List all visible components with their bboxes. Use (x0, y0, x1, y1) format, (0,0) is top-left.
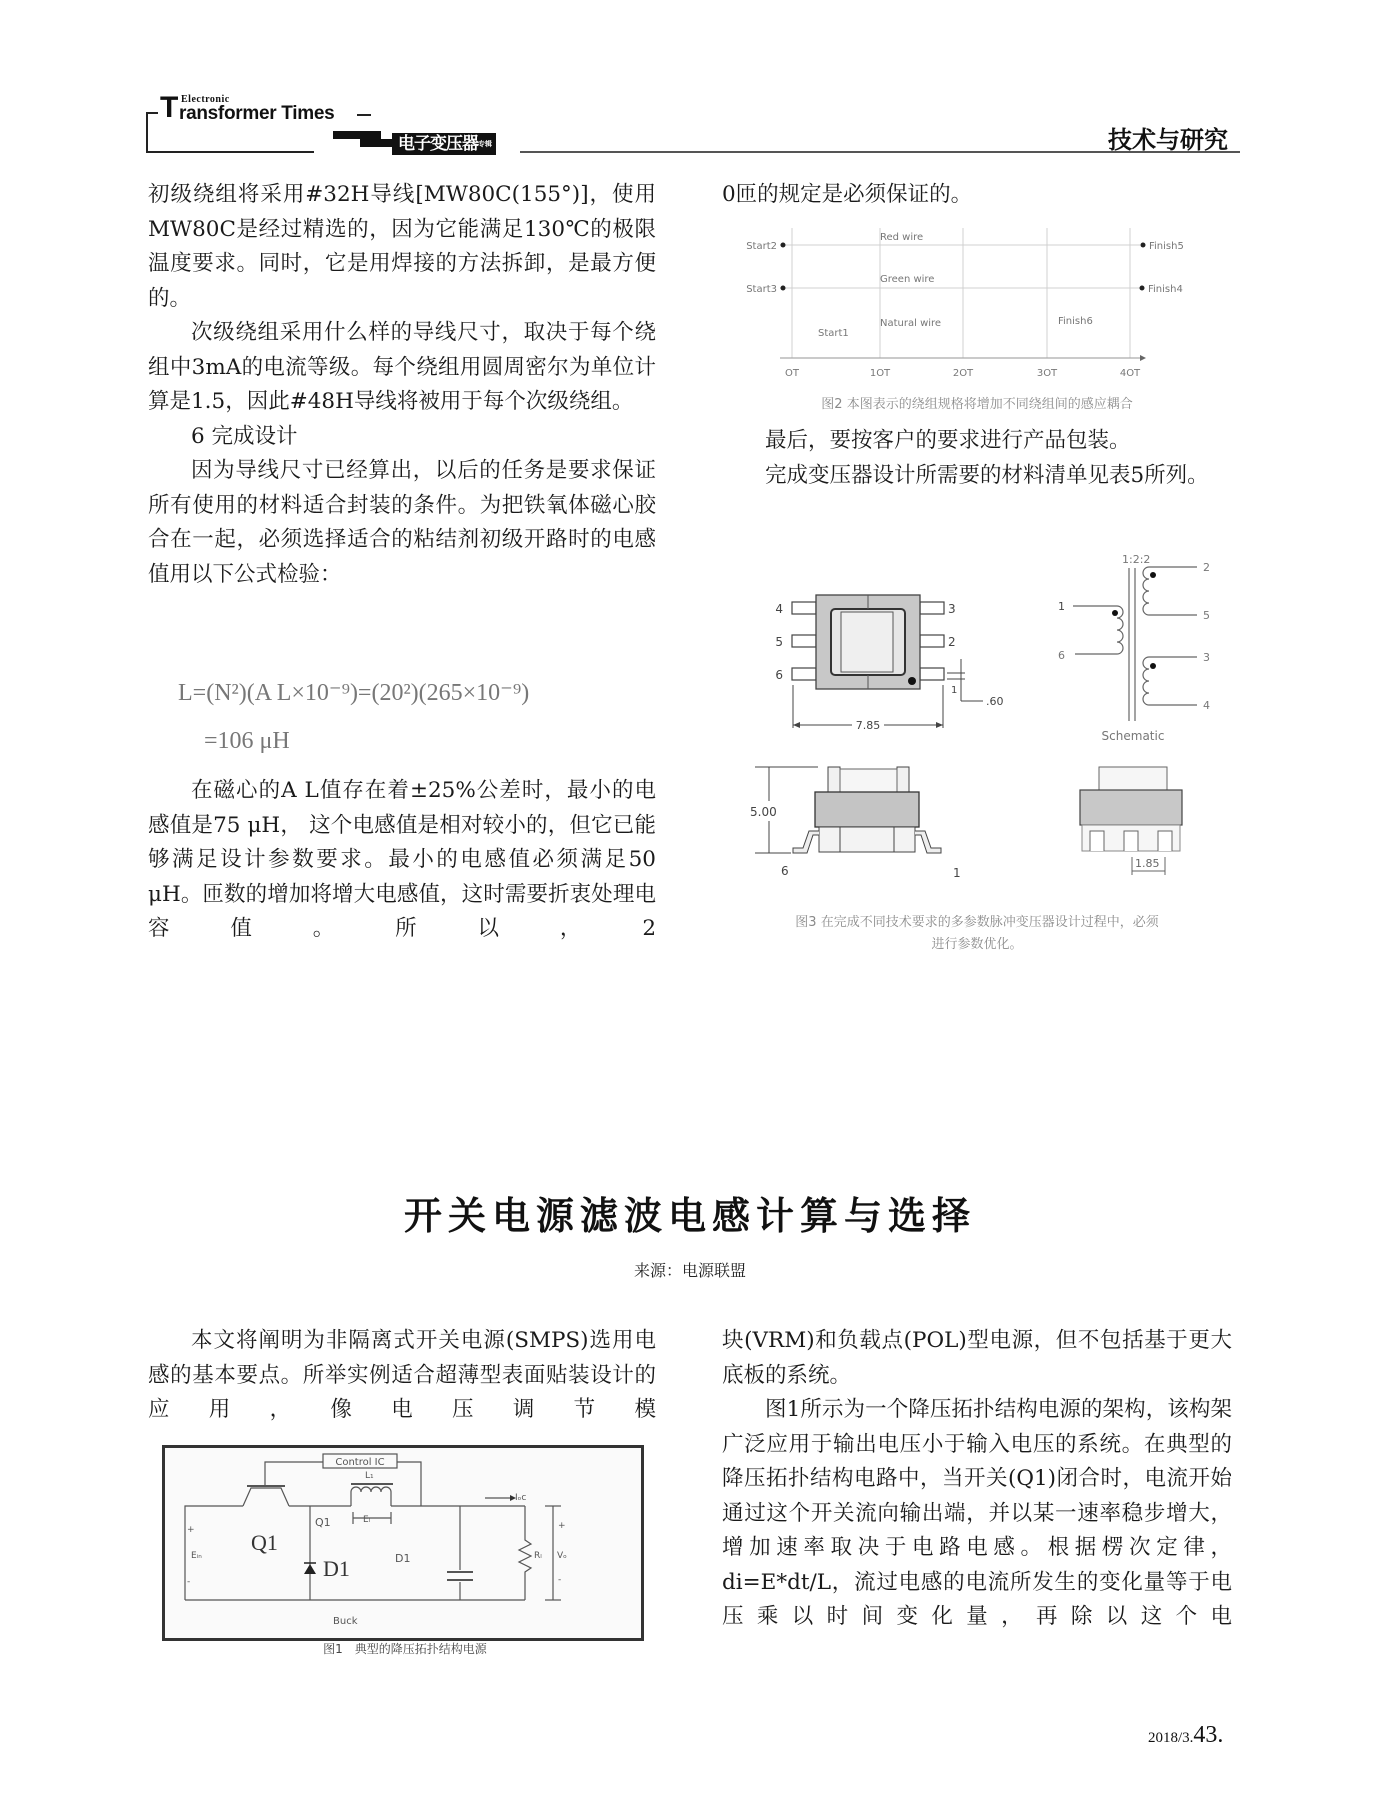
pin-label: 1 (951, 685, 958, 696)
pin-label: 1 (953, 866, 961, 880)
d1-label: D1 (323, 1556, 350, 1581)
schematic-label: Schematic (1101, 729, 1165, 743)
winding-diagram-svg (740, 222, 1220, 382)
pin-label: 6 (1058, 649, 1065, 662)
lead-post (828, 767, 840, 792)
arrow-icon (936, 722, 943, 728)
minus-sign: - (187, 1577, 191, 1587)
resistor-rl (519, 1506, 531, 1600)
figure-3-caption (722, 912, 1232, 956)
formula-line: L=(N²)(A L×10⁻⁹)=(20²)(265×10⁻⁹) (178, 680, 530, 706)
article-right-column (722, 1324, 1232, 1635)
label-finish4: Finish4 (1148, 284, 1183, 295)
paragraph: 块(VRM)和负载点(POL)型电源，但不包括基于更大底板的系统。 (722, 1328, 1232, 1388)
ein-label: Eᵢₙ (191, 1551, 202, 1561)
terminal-dot (781, 286, 786, 291)
label-start1: Start1 (818, 328, 849, 339)
paragraph: 完成变压器设计所需要的材料清单见表5所列。 (765, 462, 1209, 488)
schematic (1073, 567, 1197, 721)
axis-arrow-icon (1140, 355, 1146, 361)
bobbin-top (1099, 767, 1167, 790)
transformer-drawing-svg (735, 535, 1230, 945)
lead-post (897, 767, 909, 792)
pin-label: 4 (1203, 699, 1210, 712)
brand-small: Electronic (181, 94, 230, 105)
minus-sign: - (558, 1575, 562, 1585)
issue-date: 2018/3. (1148, 1730, 1194, 1746)
lead (1124, 831, 1138, 851)
section-title: 技术与研究 (1108, 126, 1228, 154)
lead (1158, 831, 1172, 851)
gull-wing-lead (793, 831, 819, 853)
q1-label: Q1 (251, 1530, 278, 1555)
idc-label: Iₒc (515, 1493, 527, 1503)
label-finish5: Finish5 (1149, 241, 1184, 252)
dim-width: 7.85 (855, 719, 881, 732)
paragraph: 在磁心的A L值存在着±25%公差时，最小的电感值是75 μH， 这个电感值是相对较小的，但它已能够满足设计参数要求。最小的电感值必须满足50 μH。匝数的增加将增大电感值，这时需要折衷处理电容值。所以，2 (148, 778, 656, 941)
label-red-wire: Red wire (880, 232, 924, 243)
pin-pad (792, 602, 816, 614)
left-column (148, 178, 656, 592)
x-tick: OT (785, 368, 799, 379)
pin-pad (920, 635, 944, 647)
terminal-dot (1141, 243, 1146, 248)
buck-label: Buck (333, 1616, 358, 1627)
wire (397, 1462, 421, 1506)
end-view (1080, 767, 1182, 875)
core-body (815, 792, 919, 827)
x-tick: 1OT (869, 368, 891, 379)
left-column-cont (148, 774, 656, 947)
q1-small-label: Q1 (315, 1516, 331, 1529)
paragraph: 0匝的规定是必须保证的。 (722, 182, 973, 207)
section-heading: 6 完成设计 (191, 423, 298, 449)
plus-sign: + (558, 1521, 566, 1531)
dim-lead: 1.85 (1135, 857, 1160, 870)
pin-label: 5 (775, 635, 783, 649)
right-column (722, 178, 1232, 213)
winding (841, 612, 893, 672)
paragraph: 最后，要按客户的要求进行产品包装。 (765, 428, 1131, 453)
pin-pad (920, 668, 944, 680)
x-tick: 2OT (952, 368, 974, 379)
arrow-icon (793, 722, 800, 728)
polarity-dot (1150, 663, 1156, 669)
brand-name: ransformer Times (179, 103, 335, 124)
polarity-dot (1150, 572, 1156, 578)
pin-label: 1 (1058, 600, 1065, 613)
figure-2-caption: 图2 本图表示的绕组规格将增加不同绕组间的感应耦合 (821, 397, 1133, 412)
label-start2: Start2 (746, 241, 777, 252)
pin-label: 5 (1203, 609, 1210, 622)
base (819, 827, 915, 852)
brand-cn-label (392, 133, 496, 155)
dim-height: 5.00 (750, 805, 777, 819)
rl-label: Rₗ (534, 1551, 542, 1561)
x-tick: 4OT (1119, 368, 1141, 379)
formula-result: =106 μH (204, 728, 290, 754)
figure-1-buck-circuit (162, 1445, 644, 1641)
paragraph: 图1所示为一个降压拓扑结构电源的架构，该构架广泛应用于输出电压小于输入电压的系统。在典型的降压拓扑结构电路中，当开关(Q1)闭合时，电流开始通过这个开关流向输出端，并以某一速率稳步增大，增加速率取决于电路电感。根据楞次定律，di=E*dt/L，流过电感的电流所发生的变化量等于电压乘以时间变化量，再除以这个电 (722, 1397, 1232, 1629)
header-rule (357, 114, 371, 116)
page-number (1148, 1722, 1223, 1749)
top-view (775, 595, 1003, 732)
page-number-value: 43. (1193, 1722, 1224, 1748)
vo-label: Vₒ (557, 1551, 567, 1561)
terminal-dot (781, 243, 786, 248)
turns-ratio: 1:2:2 (1122, 553, 1151, 566)
transistor-q1 (243, 1488, 289, 1506)
pin-pad (792, 668, 816, 680)
pin-label: 6 (775, 668, 783, 682)
article-source: 来源：电源联盟 (633, 1261, 746, 1280)
label-start3: Start3 (746, 284, 777, 295)
control-ic-label: Control IC (335, 1457, 385, 1468)
figure-3-transformer-drawing (735, 535, 1230, 945)
lead (1090, 831, 1104, 851)
pin-label: 4 (775, 602, 783, 616)
paragraph: 因为导线尺寸已经算出，以后的任务是要求保证所有使用的材料适合封装的条件。为把铁氧体磁心胶合在一起，必须选择适合的粘结剂初级开路时的电感值用以下公式检验： (148, 458, 656, 587)
pin-label: 6 (781, 864, 789, 878)
pin-label: 3 (1203, 651, 1210, 664)
label-finish6: Finish6 (1058, 316, 1093, 327)
d1-small-label: D1 (395, 1552, 411, 1565)
inductor-label: L₁ (365, 1471, 374, 1481)
right-column-mid (722, 424, 1232, 493)
header-rule (146, 112, 148, 153)
article-title: 开关电源滤波电感计算与选择 (403, 1193, 976, 1238)
figure-2-winding-diagram (740, 222, 1220, 382)
article-left-column (148, 1324, 656, 1428)
paragraph: 初级绕组将采用#32H导线[MW80C(155°)]，使用MW80C是经过精选的，因为它能满足130℃的极限温度要求。同时，它是用焊接的方法拆卸，是最方便的。 (148, 182, 656, 311)
pin-pad (920, 602, 944, 614)
el-label: Eₗ (363, 1515, 371, 1525)
label-green-wire: Green wire (880, 274, 935, 285)
diode-icon (304, 1564, 316, 1574)
pin-label: 2 (1203, 561, 1210, 574)
plus-sign: + (187, 1525, 195, 1535)
x-tick: 3OT (1036, 368, 1058, 379)
caption-line: 图3 在完成不同技术要求的多参数脉冲变压器设计过程中，必须 (795, 915, 1159, 930)
pin-label: 3 (948, 602, 956, 616)
brand-cn-text: 电子变压器 (398, 134, 478, 154)
paragraph: 本文将阐明为非隔离式开关电源(SMPS)选用电感的基本要点。所举实例适合超薄型表面贴装设计的应用，像电压调节模 (148, 1328, 656, 1422)
pin1-marker (908, 677, 916, 685)
header-rule (146, 151, 314, 153)
caption-line: 进行参数优化。 (931, 937, 1023, 952)
brand-initial: T (160, 91, 179, 124)
figure-1-caption: 图1 典型的降压拓扑结构电源 (323, 1642, 487, 1656)
brand-block (333, 131, 381, 139)
header-rule (146, 112, 158, 114)
brand-cn-small: 专辑 (478, 140, 492, 148)
side-view (749, 767, 961, 880)
inductor (351, 1487, 391, 1506)
label-natural-wire: Natural wire (880, 318, 942, 329)
buck-circuit-svg (165, 1448, 641, 1638)
terminal-dot (1140, 286, 1145, 291)
core-body (1080, 790, 1182, 825)
pin-pad (792, 635, 816, 647)
pin-label: 2 (948, 635, 956, 649)
winding (840, 769, 897, 792)
dim-pitch: .60 (986, 695, 1004, 708)
wire (265, 1462, 323, 1486)
paragraph: 次级绕组采用什么样的导线尺寸，取决于每个绕组中3mA的电流等级。每个绕组用圆周密尔为单位计算是1.5，因此#48H导线将被用于每个次级绕组。 (148, 320, 656, 414)
polarity-dot (1112, 610, 1118, 616)
gull-wing-lead (915, 831, 941, 853)
